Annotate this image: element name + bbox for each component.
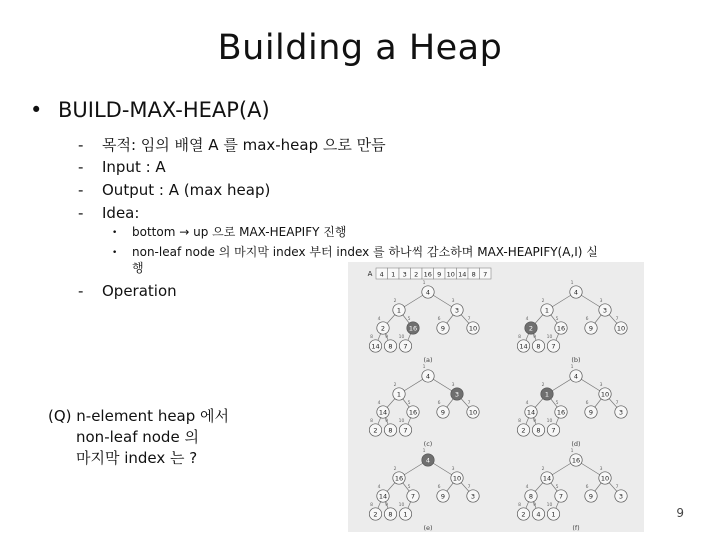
tree-node-value: 10 (616, 324, 626, 333)
tree-node-value: 2 (373, 510, 378, 519)
tree-node-value: 8 (388, 510, 393, 519)
tree-node-index: 7 (615, 485, 619, 490)
panel-label: (e) (423, 524, 433, 532)
sub-item-output (78, 181, 270, 199)
tree-node-value: 4 (425, 288, 431, 297)
tree-node-value: 1 (403, 510, 408, 519)
idea-point-2 (112, 244, 672, 261)
tree-node-index: 5 (555, 485, 559, 490)
panel-label: (d) (571, 440, 581, 448)
tree-node-value: 9 (588, 408, 594, 417)
sub-item-text: 목적: 임의 배열 A 를 max-heap 으로 만듬 (102, 136, 386, 154)
tree-node-value: 1 (544, 306, 550, 315)
tree-node-value: 16 (394, 474, 404, 483)
tree-node-index: 4 (525, 317, 529, 322)
tree-node-index: 8 (518, 419, 521, 424)
sub-item-operation (78, 282, 177, 300)
tree-node-index: 4 (377, 317, 381, 322)
tree-node-value: 1 (544, 390, 550, 399)
tree-node-value: 14 (542, 474, 552, 483)
tree-node-value: 2 (521, 510, 526, 519)
tree-node-value: 9 (440, 408, 446, 417)
tree-node-index: 10 (546, 419, 553, 424)
tree-node-value: 10 (600, 474, 610, 483)
tree-node-index: 8 (518, 335, 521, 340)
tree-node-value: 4 (536, 510, 541, 519)
tree-node-index: 10 (398, 419, 405, 424)
tree-node-index: 5 (407, 485, 411, 490)
tree-node-index: 9 (533, 503, 536, 508)
tree-node-index: 1 (422, 365, 426, 370)
tree-node-value: 14 (378, 408, 388, 417)
dash-marker: - (78, 282, 84, 300)
tree-node-index: 1 (570, 365, 574, 370)
sub-item-text: Idea: (102, 204, 140, 222)
tree-node-value: 9 (588, 492, 594, 501)
sub-item-text: Output : A (max heap) (102, 181, 271, 199)
tree-node-index: 6 (585, 401, 589, 406)
tree-node-value: 14 (519, 342, 528, 351)
tree-node-index: 8 (370, 503, 373, 508)
main-bullet (30, 98, 270, 122)
panel-label: (f) (572, 524, 580, 532)
tree-node-index: 6 (585, 485, 589, 490)
tree-node-value: 3 (454, 390, 460, 399)
tree-node-index: 2 (393, 299, 397, 304)
tree-node-index: 9 (385, 503, 388, 508)
dash-marker: - (78, 158, 84, 176)
panel-label: (c) (423, 440, 433, 448)
array-cell-value: 4 (379, 270, 384, 279)
tree-node-index: 3 (599, 383, 603, 388)
tree-node-index: 2 (393, 467, 397, 472)
sub-item-input (78, 158, 166, 176)
tree-node-value: 1 (551, 510, 556, 519)
tree-node-value: 7 (403, 342, 408, 351)
tree-node-value: 1 (396, 390, 402, 399)
sub-item-purpose (78, 134, 386, 155)
question-block (48, 406, 229, 469)
tree-node-index: 9 (385, 419, 388, 424)
tree-node-value: 4 (425, 456, 431, 465)
panel-label: (a) (423, 356, 433, 364)
tree-node-index: 10 (398, 335, 405, 340)
dash-marker: - (78, 204, 84, 222)
tree-node-index: 7 (467, 485, 471, 490)
tree-node-index: 2 (393, 383, 397, 388)
sub-item-text: Operation (102, 282, 177, 300)
question-line: 마지막 index 는 ? (76, 449, 198, 467)
idea-point-1 (112, 224, 672, 241)
bullet-dot: • (112, 248, 118, 258)
tree-node-index: 4 (377, 401, 381, 406)
tree-node-value: 16 (571, 456, 581, 465)
tree-node-value: 10 (452, 474, 462, 483)
tree-node-index: 2 (541, 299, 545, 304)
tree-node-index: 1 (422, 449, 426, 454)
bullet-dot: • (30, 98, 43, 122)
tree-node-value: 7 (403, 426, 408, 435)
tree-node-index: 8 (370, 335, 373, 340)
dash-marker: - (78, 136, 84, 154)
tree-node-index: 4 (525, 485, 529, 490)
tree-node-value: 10 (600, 390, 610, 399)
tree-node-index: 6 (585, 317, 589, 322)
tree-node-value: 10 (468, 408, 478, 417)
tree-node-value: 2 (528, 324, 534, 333)
bullet-dot: • (112, 228, 118, 238)
slide-title: Building a Heap (217, 28, 503, 68)
tree-node-index: 2 (541, 383, 545, 388)
tree-node-value: 2 (521, 426, 526, 435)
tree-node-index: 3 (451, 383, 455, 388)
tree-node-index: 6 (437, 317, 441, 322)
array-label: A (367, 270, 373, 278)
tree-node-value: 8 (528, 492, 534, 501)
tree-node-index: 8 (518, 503, 521, 508)
tree-node-index: 9 (385, 335, 388, 340)
tree-node-index: 5 (555, 401, 559, 406)
array-cell-value: 3 (402, 270, 407, 279)
tree-node-index: 10 (546, 335, 553, 340)
tree-node-index: 7 (615, 317, 619, 322)
tree-node-value: 14 (378, 492, 388, 501)
tree-node-value: 8 (388, 426, 393, 435)
tree-node-index: 5 (407, 317, 411, 322)
tree-node-value: 16 (556, 324, 566, 333)
tree-node-value: 3 (602, 306, 608, 315)
question-line: non-leaf node 의 (76, 428, 199, 446)
tree-node-index: 4 (377, 485, 381, 490)
array-cell-value: 2 (414, 270, 419, 279)
idea-point-2-continued: 행 (132, 261, 144, 275)
tree-node-index: 3 (451, 467, 455, 472)
tree-node-value: 7 (410, 492, 416, 501)
tree-node-index: 7 (467, 401, 471, 406)
tree-node-value: 3 (454, 306, 460, 315)
tree-node-value: 10 (468, 324, 478, 333)
tree-node-value: 2 (373, 426, 378, 435)
tree-node-index: 4 (525, 401, 529, 406)
tree-node-value: 2 (380, 324, 386, 333)
tree-node-index: 1 (570, 449, 574, 454)
tree-node-index: 9 (533, 419, 536, 424)
tree-node-index: 9 (533, 335, 536, 340)
array-cell-value: 14 (458, 270, 467, 279)
tree-node-value: 16 (408, 324, 418, 333)
tree-node-value: 4 (573, 372, 579, 381)
tree-node-value: 3 (618, 492, 624, 501)
tree-node-index: 6 (437, 401, 441, 406)
panel-label: (b) (571, 356, 581, 364)
tree-node-index: 2 (541, 467, 545, 472)
idea-point-text: bottom → up 으로 MAX-HEAPIFY 진행 (132, 225, 347, 239)
tree-node-index: 3 (451, 299, 455, 304)
tree-node-index: 7 (615, 401, 619, 406)
tree-node-value: 8 (536, 426, 541, 435)
tree-node-index: 5 (407, 401, 411, 406)
tree-node-index: 3 (599, 467, 603, 472)
sub-item-idea (78, 204, 139, 222)
tree-node-value: 7 (558, 492, 564, 501)
tree-node-value: 14 (526, 408, 536, 417)
tree-node-value: 9 (588, 324, 594, 333)
tree-node-value: 9 (440, 492, 446, 501)
tree-node-index: 10 (546, 503, 553, 508)
tree-node-index: 8 (370, 419, 373, 424)
tree-node-value: 7 (551, 342, 556, 351)
tree-node-index: 7 (467, 317, 471, 322)
tree-node-index: 5 (555, 317, 559, 322)
tree-node-index: 6 (437, 485, 441, 490)
build-heap-figure (348, 262, 644, 532)
array-cell-value: 9 (437, 270, 442, 279)
heap-diagram (348, 262, 644, 532)
page-number: 9 (676, 506, 684, 520)
tree-node-value: 4 (573, 288, 579, 297)
tree-node-value: 14 (371, 342, 380, 351)
dash-marker: - (78, 181, 84, 199)
tree-node-value: 3 (618, 408, 624, 417)
tree-node-value: 16 (408, 408, 418, 417)
sub-item-text: Input : A (102, 158, 166, 176)
tree-node-value: 1 (396, 306, 402, 315)
tree-node-index: 10 (398, 503, 405, 508)
tree-node-value: 16 (556, 408, 566, 417)
tree-node-index: 1 (422, 281, 426, 286)
tree-node-value: 3 (470, 492, 476, 501)
tree-node-index: 3 (599, 299, 603, 304)
question-line: (Q) n-element heap 에서 (48, 407, 230, 425)
tree-node-value: 4 (425, 372, 431, 381)
array-cell-value: 1 (391, 270, 396, 279)
tree-node-index: 1 (570, 281, 574, 286)
tree-node-value: 8 (388, 342, 393, 351)
array-cell-value: 10 (446, 270, 455, 279)
idea-point-text: non-leaf node 의 마지막 index 부터 index 를 하나씩 감소하며 MAX-HEAPIFY(A,I) 실 (132, 245, 598, 259)
array-cell-value: 8 (471, 270, 476, 279)
tree-node-value: 8 (536, 342, 541, 351)
array-cell-value: 16 (423, 270, 432, 279)
array-cell-value: 7 (483, 270, 488, 279)
main-bullet-text: BUILD-MAX-HEAP(A) (58, 98, 270, 122)
tree-node-value: 9 (440, 324, 446, 333)
tree-node-value: 7 (551, 426, 556, 435)
